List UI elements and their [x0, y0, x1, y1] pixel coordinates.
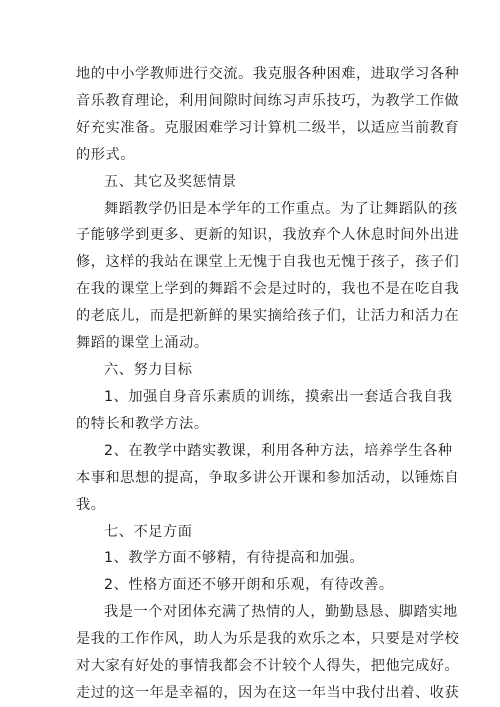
list-item-first-line: 1、加强自身音乐素质的训练，摸索出一套适合我自我 [104, 389, 453, 405]
paragraph-line: 好充实准备。克服困难学习计算机二级半，以适应当前教育 [76, 120, 460, 136]
list-item: 2、性格方面还不够开朗和乐观，有待改善。 [104, 577, 394, 593]
section-heading: 七、不足方面 [104, 524, 193, 540]
list-item-first-line: 2、在教学中踏实教课，利用各种方法，培养学生各种 [104, 443, 453, 459]
paragraph-line: 音乐教育理论，利用间隙时间练习声乐技巧，为教学工作做 [76, 93, 460, 109]
paragraph-line: 修，这样的我站在课堂上无愧于自我也无愧于孩子，孩子们 [76, 254, 460, 270]
paragraph-line: 地的中小学教师进行交流。我克服各种困难，进取学习各种 [76, 66, 460, 82]
paragraph-first-line: 舞蹈教学仍旧是本学年的工作重点。为了让舞蹈队的孩 [104, 201, 458, 217]
list-item: 1、教学方面不够精，有待提高和加强。 [104, 550, 365, 566]
paragraph-line: 是我的工作作风，助人为乐是我的欢乐之本，只要是对学校 [76, 631, 460, 647]
list-item-line: 的特长和教学方法。 [76, 416, 209, 432]
paragraph-line: 的老底儿，而是把新鲜的果实摘给孩子们，让活力和活力在 [76, 308, 460, 324]
paragraph-line: 的形式。 [76, 147, 135, 163]
section-heading: 六、努力目标 [104, 362, 193, 378]
paragraph-line: 走过的这一年是幸福的，因为在这一年当中我付出着、收获 [76, 685, 460, 701]
list-item-line: 我。 [76, 497, 106, 513]
list-item-line: 本事和思想的提高，争取多讲公开课和参加活动，以锤炼自 [76, 470, 460, 486]
paragraph-line: 子能够学到更多、更新的知识，我放弃个人休息时间外出进 [76, 227, 460, 243]
paragraph-line: 对大家有好处的事情我都会不计较个人得失，把他完成好。 [76, 658, 460, 674]
paragraph-first-line: 我是一个对团体充满了热情的人，勤勤恳恳、脚踏实地 [104, 604, 458, 620]
paragraph-line: 舞蹈的课堂上涌动。 [76, 335, 209, 351]
paragraph-line: 在我的课堂上学到的舞蹈不会是过时的，我也不是在吃自我 [76, 281, 460, 297]
section-heading: 五、其它及奖惩情景 [104, 174, 237, 190]
